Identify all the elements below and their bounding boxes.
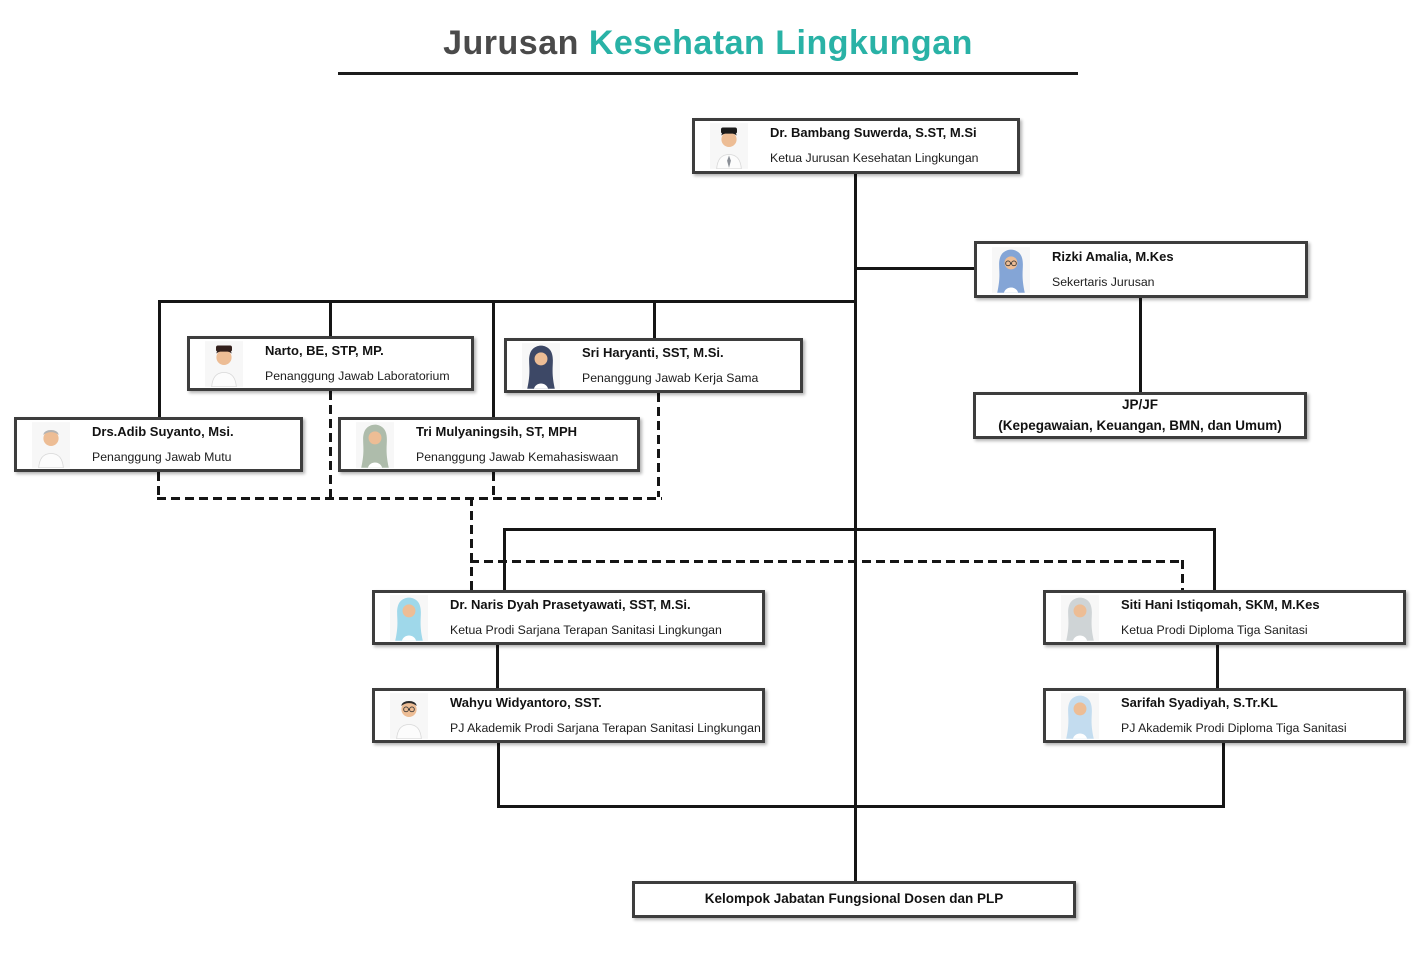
person-role: Penanggung Jawab Laboratorium	[265, 368, 450, 383]
person-photo	[356, 422, 394, 468]
person-role: Ketua Prodi Diploma Tiga Sanitasi	[1121, 622, 1308, 637]
person-photo	[1061, 693, 1099, 739]
person-name: Tri Mulyaningsih, ST, MPH	[416, 423, 578, 439]
person-photo	[1061, 595, 1099, 641]
person-name: Siti Hani Istiqomah, SKM, M.Kes	[1121, 596, 1320, 612]
page-title	[338, 24, 1078, 63]
org-node-pj-kemahasiswaan	[338, 417, 640, 472]
connector-stub-siti	[1213, 528, 1216, 590]
org-node-kelompok-fungsional	[632, 881, 1076, 918]
connector-stub-narto	[329, 300, 332, 338]
dashed-stub-tri	[492, 472, 495, 497]
dashed-stub-adib	[157, 472, 160, 497]
connector-row1-distribution	[158, 300, 857, 303]
dashed-stub-narto	[329, 391, 332, 497]
person-photo	[390, 693, 428, 739]
person-name: Sarifah Syadiyah, S.Tr.KL	[1121, 694, 1278, 710]
person-photo	[390, 595, 428, 641]
org-node-jpjf	[973, 392, 1307, 439]
connector-stub-tri	[492, 300, 495, 417]
person-role: Ketua Prodi Sarjana Terapan Sanitasi Lingkungan	[450, 622, 722, 637]
dashed-drop-naris	[470, 497, 473, 590]
person-name: Rizki Amalia, M.Kes	[1052, 248, 1174, 264]
person-name: Drs.Adib Suyanto, Msi.	[92, 423, 234, 439]
person-photo	[710, 123, 748, 169]
dashed-row1-join	[157, 497, 662, 500]
dashed-drop-siti	[1181, 560, 1184, 590]
person-name: Dr. Bambang Suwerda, S.ST, M.Si	[770, 125, 977, 141]
connector-row2-distribution	[503, 528, 1216, 531]
person-name: Dr. Naris Dyah Prasetyawati, SST, M.Si.	[450, 596, 691, 612]
org-node-pj-laboratorium	[187, 336, 474, 391]
person-role: Penanggung Jawab Mutu	[92, 449, 232, 464]
title-prefix: Jurusan	[443, 24, 579, 62]
dashed-row2-join	[470, 560, 1184, 563]
person-role: Penanggung Jawab Kemahasiswaan	[416, 449, 619, 464]
jpjf-subtitle: (Kepegawaian, Keuangan, BMN, dan Umum)	[998, 417, 1282, 433]
org-node-pj-akademik-diploma-tiga	[1043, 688, 1406, 743]
org-node-kaprodi-diploma-tiga	[1043, 590, 1406, 645]
dashed-stub-sri	[657, 393, 660, 497]
person-name: Sri Haryanti, SST, M.Si.	[582, 344, 724, 360]
person-photo	[32, 422, 70, 468]
person-photo	[522, 343, 560, 389]
person-name: Narto, BE, STP, MP.	[265, 342, 384, 358]
person-photo	[205, 341, 243, 387]
org-node-pj-mutu	[14, 417, 303, 472]
person-photo	[992, 247, 1030, 293]
person-role: Sekertaris Jurusan	[1052, 274, 1155, 289]
connector-stub-sri	[653, 300, 656, 340]
connector-stub-adib	[158, 300, 161, 417]
jpjf-title: JP/JF	[1121, 397, 1158, 413]
title-underline	[338, 72, 1078, 75]
connector-naris-wahyu	[496, 645, 499, 688]
person-role: PJ Akademik Prodi Sarjana Terapan Sanitasi Lingkungan	[450, 720, 761, 735]
org-node-ketua-jurusan	[692, 118, 1020, 174]
org-node-pj-akademik-sarjana-terapan	[372, 688, 765, 743]
connector-bottom-join	[497, 805, 1225, 808]
kelompok-label: Kelompok Jabatan Fungsional Dosen dan PLP	[704, 891, 1004, 907]
connector-ketua-sekretaris	[854, 267, 976, 270]
connector-stub-naris	[503, 528, 506, 590]
person-role: Penanggung Jawab Kerja Sama	[582, 370, 759, 385]
connector-sarifah-drop	[1222, 743, 1225, 805]
connector-siti-sarifah	[1216, 645, 1219, 688]
person-role: PJ Akademik Prodi Diploma Tiga Sanitasi	[1121, 720, 1347, 735]
title-highlight: Kesehatan Lingkungan	[588, 24, 973, 62]
connector-sekretaris-jpjf	[1139, 298, 1142, 392]
org-node-sekretaris-jurusan	[974, 241, 1308, 298]
org-node-kaprodi-sarjana-terapan	[372, 590, 765, 645]
person-role: Ketua Jurusan Kesehatan Lingkungan	[770, 151, 979, 165]
connector-wahyu-drop	[497, 743, 500, 805]
person-name: Wahyu Widyantoro, SST.	[450, 694, 602, 710]
org-node-pj-kerja-sama	[504, 338, 803, 393]
